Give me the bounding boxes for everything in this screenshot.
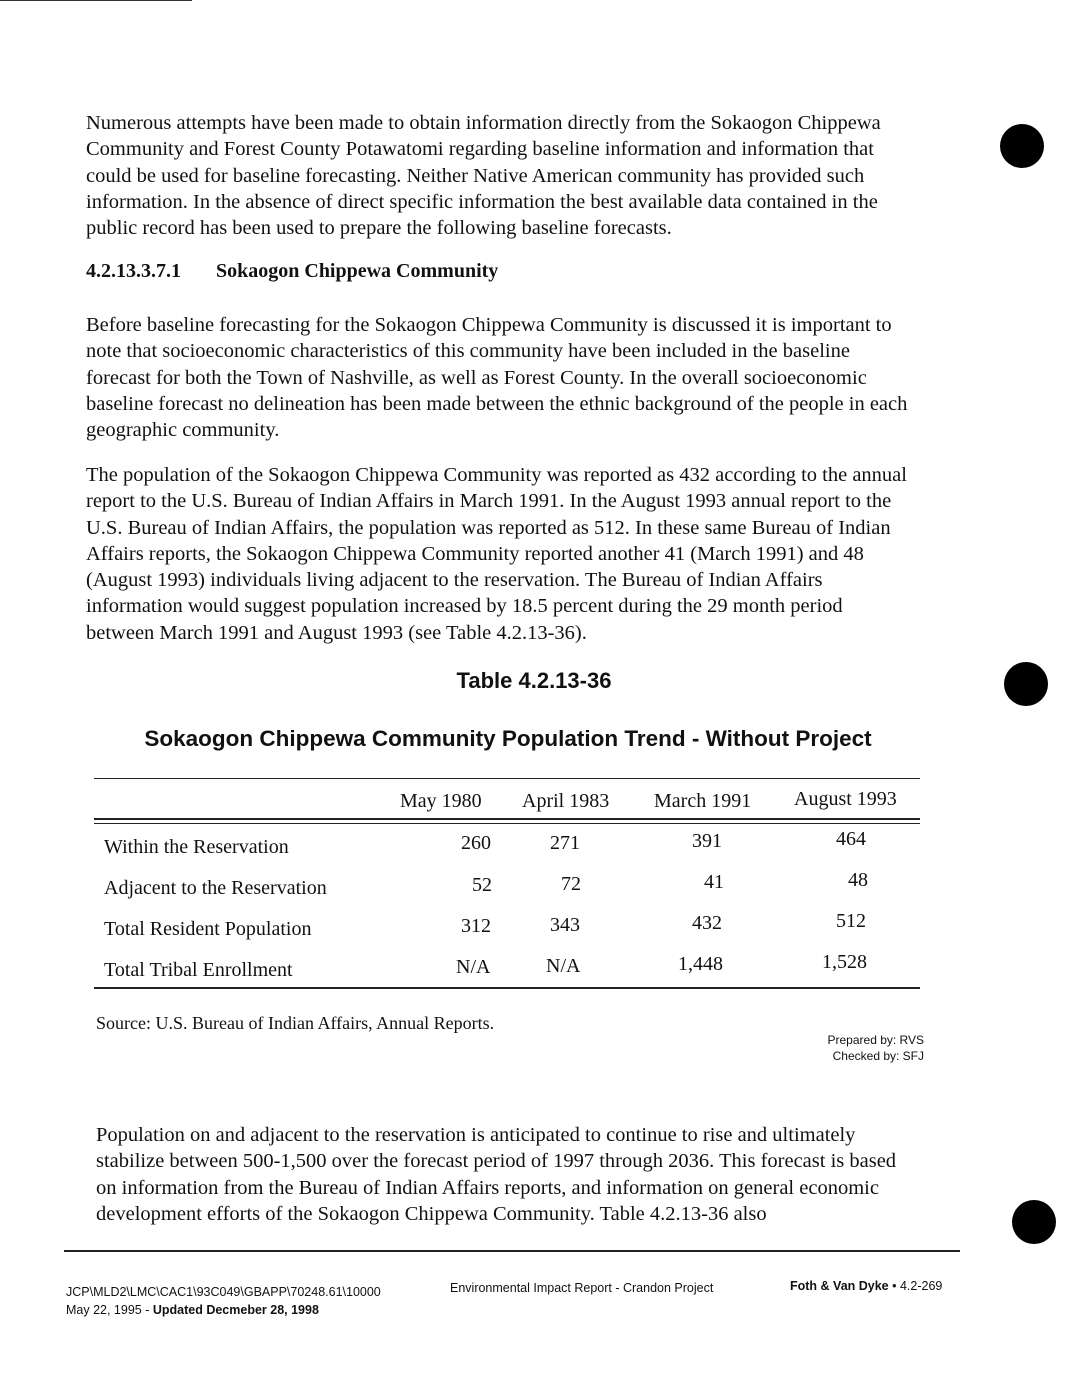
population-paragraph: The population of the Sokaogon Chippewa Community was reported as 432 according to the annual report to the U.S. Bureau of Indian Affairs in March 1991. In the August 1993 annual report to the U.S. Bureau of Indian Affairs, the population was reported as 512. In these same Bureau of Indian Affairs reports, the Sokaogon Chippewa Community reported another 41 (March 1991) and 48 (August 1993) individuals living adjacent to the reservation. The Bureau of Indian Affairs information would suggest population increased by 18.5 percent during the 29 month period between March 1991 and August 1993 (see Table 4.2.13-36).	[86, 464, 907, 644]
table-source: Source: U.S. Bureau of Indian Affairs, Annual Reports.	[96, 1013, 495, 1033]
margin-dot	[1012, 1200, 1056, 1244]
table-cell: 1,528	[822, 951, 867, 973]
table-cell: 312	[461, 915, 491, 937]
footer-company: Foth & Van Dyke	[790, 1279, 889, 1293]
intro-paragraph: Numerous attempts have been made to obtain information directly from the Sokaogon Chippewa Community and Forest County Potawatomi regarding baseline information and information that could be used for baseline forecasting. Neither Native American community has provided such information. In the absence of direct specific information the best available data contained in the public record has been used to prepare the following baseline forecasts.	[86, 112, 881, 240]
table-bottom-rule	[94, 987, 920, 989]
table-cell: 343	[550, 914, 580, 936]
section-number: 4.2.13.3.7.1	[86, 260, 181, 282]
forecast-paragraph: Population on and adjacent to the reservation is anticipated to continue to rise and ultimately stabilize between 500-1,500 over the forecast period of 1997 through 2036. This forecast is based on information from the Bureau of Indian Affairs reports, and information on general economic development efforts of the Sokaogon Chippewa Community. Table 4.2.13-36 also	[96, 1124, 897, 1225]
table-cell: 260	[461, 832, 491, 854]
column-header: April 1983	[522, 790, 610, 812]
row-label: Within the Reservation	[104, 836, 289, 858]
table-cell: 464	[836, 828, 866, 850]
footer-page-info	[790, 1279, 942, 1293]
footer-date-original: May 22, 1995 -	[66, 1303, 153, 1317]
column-header: May 1980	[400, 790, 482, 812]
table-header-rule	[94, 823, 920, 824]
footer-date-updated: Updated Decmeber 28, 1998	[152, 1303, 319, 1317]
footer-date	[66, 1303, 319, 1317]
prepared-checked-block	[828, 1032, 925, 1064]
table-cell: 41	[704, 871, 724, 893]
table-header-rule	[94, 818, 920, 820]
footer-path: JCP\MLD2\LMC\CAC1\93C049\GBAPP\70248.61\10000	[66, 1285, 381, 1299]
scan-edge-line	[0, 0, 192, 1]
table-cell: N/A	[546, 955, 581, 977]
table-cell: 391	[692, 830, 722, 852]
footer-rule	[64, 1250, 960, 1252]
column-header: March 1991	[654, 790, 752, 812]
table-title: Sokaogon Chippewa Community Population Trend - Without Project	[144, 726, 872, 751]
section-title: Sokaogon Chippewa Community	[216, 260, 499, 282]
table-cell: 432	[692, 912, 722, 934]
section-heading	[86, 260, 498, 283]
prepared-by: Prepared by: RVS	[827, 1033, 924, 1047]
table-cell: 271	[550, 832, 580, 854]
column-header: August 1993	[794, 788, 897, 810]
table-top-rule	[94, 778, 920, 779]
table-cell: 1,448	[678, 953, 723, 975]
footer-report-title: Environmental Impact Report - Crandon Project	[450, 1281, 714, 1295]
table-number: Table 4.2.13-36	[456, 668, 612, 693]
table-cell: N/A	[456, 956, 491, 978]
margin-dot	[1000, 124, 1044, 168]
table-cell: 48	[848, 869, 868, 891]
table-cell: 52	[472, 874, 492, 896]
table-cell: 72	[561, 873, 581, 895]
row-label: Adjacent to the Reservation	[104, 877, 327, 899]
footer-page-number: • 4.2-269	[892, 1279, 943, 1293]
row-label: Total Resident Population	[104, 918, 312, 940]
baseline-paragraph: Before baseline forecasting for the Sokaogon Chippewa Community is discussed it is important to note that socioeconomic characteristics of this community have been included in the baseline forecast for both the Town of Nashville, as well as Forest County. In the overall socioeconomic baseline forecast no delineation has been made between the ethnic background of the people in each geographic community.	[86, 314, 908, 442]
checked-by: Checked by: SFJ	[832, 1049, 924, 1063]
row-label: Total Tribal Enrollment	[104, 959, 293, 981]
table-cell: 512	[836, 910, 866, 932]
